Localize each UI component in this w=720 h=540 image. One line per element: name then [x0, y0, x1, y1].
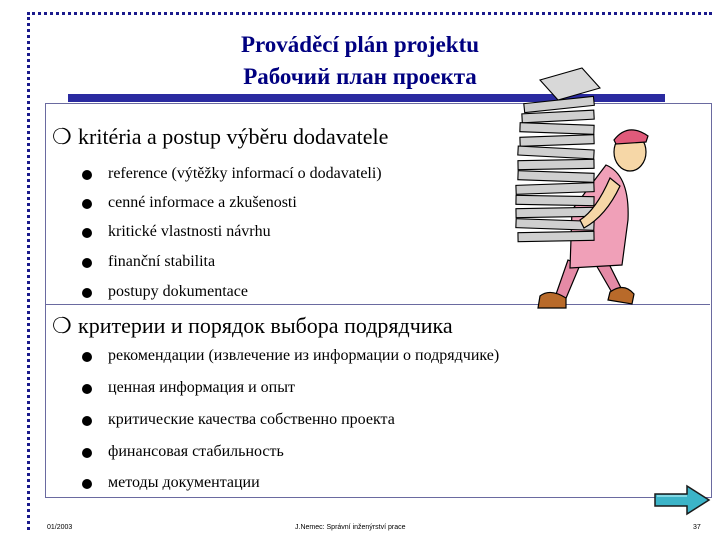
slide-frame-top — [27, 12, 712, 15]
bullet-dot-icon — [82, 199, 92, 209]
slide-frame-left — [27, 12, 30, 530]
slide-title-cz: Prováděcí plán projektu — [240, 32, 480, 57]
bullet-dot-icon — [82, 258, 92, 268]
bullet-marker-icon: ❍ — [52, 124, 72, 149]
bullet-dot-icon — [82, 416, 92, 426]
footer-author: J.Nemec: Správní inženýrství prace — [295, 524, 406, 531]
man-carrying-boxes-icon — [510, 60, 660, 315]
bullet-dot-icon — [82, 170, 92, 180]
bullet-dot-icon — [82, 384, 92, 394]
slide-title-ru: Рабочий план проекта — [243, 64, 477, 89]
next-arrow-icon[interactable] — [653, 483, 711, 517]
bullet-dot-icon — [82, 352, 92, 362]
footer-date: 01/2003 — [47, 524, 73, 531]
footer-page-number: 37 — [693, 524, 701, 531]
bullet-dot-icon — [82, 288, 92, 298]
bullet-dot-icon — [82, 448, 92, 458]
bullet-dot-icon — [82, 479, 92, 489]
bullet-dot-icon — [82, 228, 92, 238]
bullet-marker-icon: ❍ — [52, 313, 72, 338]
